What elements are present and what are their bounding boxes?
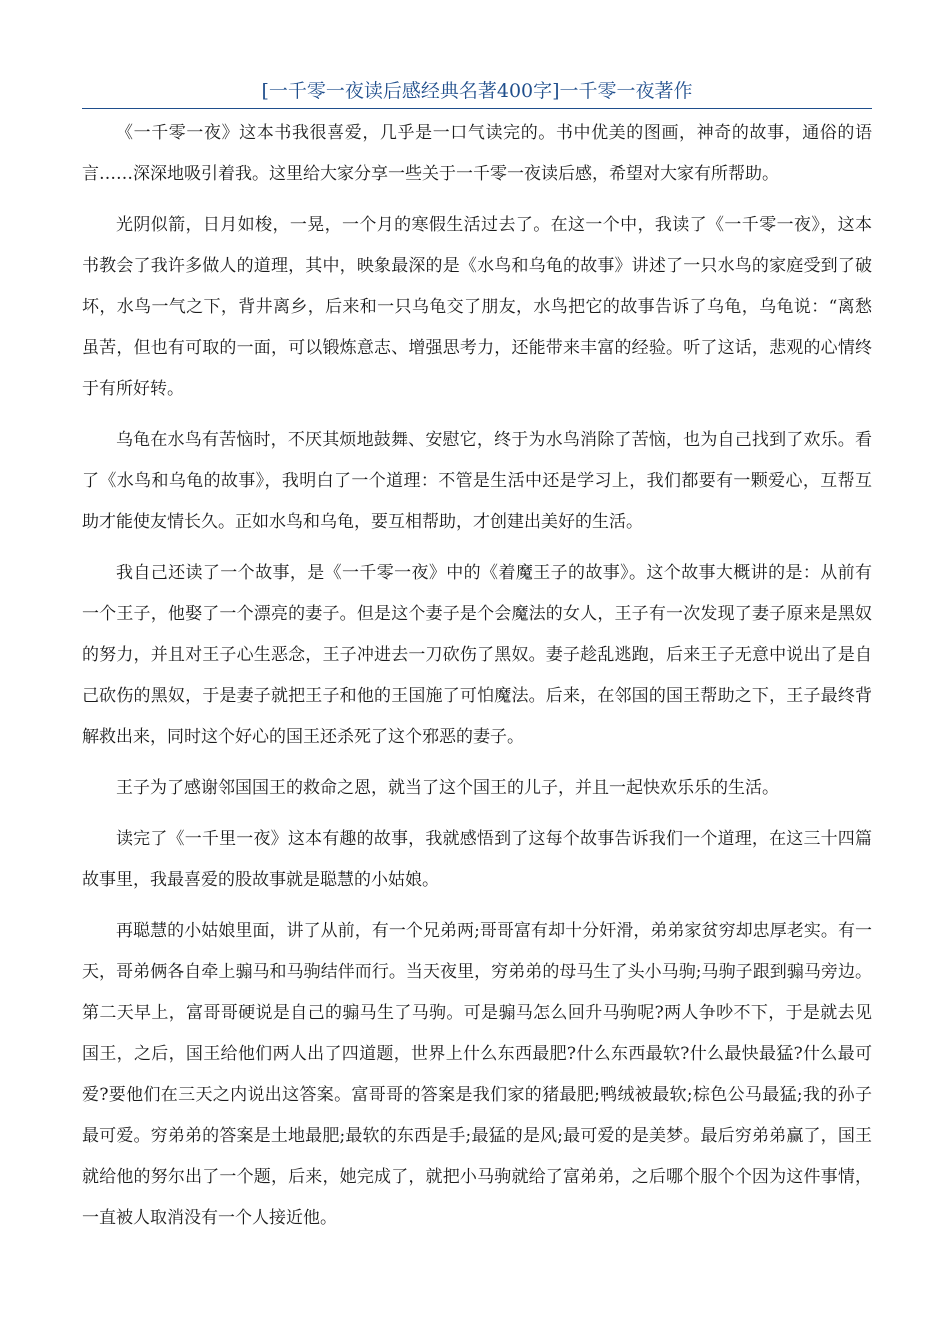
paragraph-intro: 《一千零一夜》这本书我很喜爱，几乎是一口气读完的。书中优美的图画，神奇的故事，通俗的语言……深深地吸引着我。这里给大家分享一些关于一千零一夜读后感，希望对大家有所帮助。 (82, 123, 872, 184)
paragraph-winter-reading: 光阴似箭，日月如梭，一晃，一个月的寒假生活过去了。在这一个中，我读了《一千零一夜》，这本书教会了我许多做人的道理，其中，映象最深的是《水鸟和乌龟的故事》讲述了一只水鸟的家庭受到了破坏，水鸟一气之下，背井离乡，后来和一只乌龟交了朋友，水鸟把它的故事告诉了乌龟，乌龟说：“离愁虽苦，但也有可取的一面，可以锻炼意志、增强思考力，还能带来丰富的经验。听了这话，悲观的心情终于有所好转。 (82, 215, 872, 399)
document-page (82, 78, 872, 1239)
page-header-title: [一千零一夜读后感经典名著400字]一千零一夜著作 (82, 78, 872, 109)
paragraph-prince-gratitude: 王子为了感谢邻国国王的救命之恩，就当了这个国王的儿子，并且一起快欢乐乐的生活。 (116, 778, 779, 798)
paragraph-enchanted-prince: 我自己还读了一个故事，是《一千零一夜》中的《着魔王子的故事》。这个故事大概讲的是：从前有一个王子，他娶了一个漂亮的妻子。但是这个妻子是个会魔法的女人，王子有一次发现了妻子原来是黑奴的努力，并且对王子心生恶念，王子冲进去一刀砍伤了黑奴。妻子趁乱逃跑，后来王子无意中说出了是自己砍伤的黑奴，于是妻子就把王子和他的王国施了可怕魔法。后来，在邻国的国王帮助之下，王子最终背解救出来，同时这个好心的国王还杀死了这个邪恶的妻子。 (82, 563, 872, 747)
paragraph-turtle-lesson: 乌龟在水鸟有苦恼时，不厌其烦地鼓舞、安慰它，终于为水鸟消除了苦恼，也为自己找到了欢乐。看了《水鸟和乌龟的故事》，我明白了一个道理：不管是生活中还是学习上，我们都要有一颗爱心，互帮互助才能使友情长久。正如水鸟和乌龟，要互相帮助，才创建出美好的生活。 (82, 430, 872, 532)
paragraph-clever-girl: 再聪慧的小姑娘里面，讲了从前，有一个兄弟两;哥哥富有却十分奸滑，弟弟家贫穷却忠厚老实。有一天，哥弟俩各自牵上骟马和马驹结伴而行。当天夜里，穷弟弟的母马生了头小马驹;马驹子跟到骟马旁边。第二天早上，富哥哥硬说是自己的骟马生了马驹。可是骟马怎么回升马驹呢?两人争吵不下，于是就去见国王，之后，国王给他们两人出了四道题，世界上什么东西最肥?什么东西最软?什么最快最猛?什么最可爱?要他们在三天之内说出这答案。富哥哥的答案是我们家的猪最肥;鸭绒被最软;棕色公马最猛;我的孙子最可爱。穷弟弟的答案是土地最肥;最软的东西是手;最猛的是风;最可爱的是美梦。最后穷弟弟赢了，国王就给他的努尔出了一个题，后来，她完成了，就把小马驹就给了富弟弟，之后哪个服个个因为这件事情，一直被人取消没有一个人接近他。 (82, 921, 872, 1228)
document-body (82, 113, 872, 1239)
paragraph-favorite-story: 读完了《一千里一夜》这本有趣的故事，我就感悟到了这每个故事告诉我们一个道理，在这三十四篇故事里，我最喜爱的股故事就是聪慧的小姑娘。 (82, 829, 872, 890)
